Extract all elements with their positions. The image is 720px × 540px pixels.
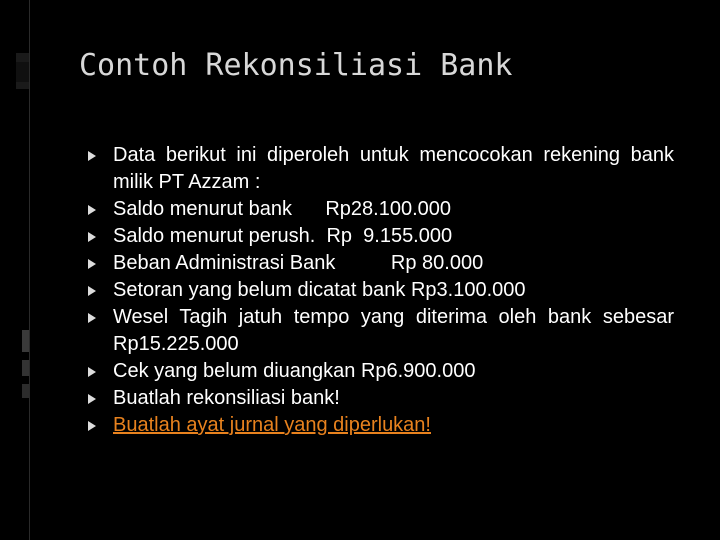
bullet-list	[88, 142, 674, 439]
list-item	[88, 412, 674, 439]
bullet-arrow-icon	[88, 394, 96, 404]
decorative-bar-inner	[16, 62, 29, 82]
hyperlink[interactable]: Buatlah ayat jurnal yang diperlukan!	[113, 414, 431, 436]
decorative-vertical-line	[29, 0, 30, 540]
list-item	[88, 196, 674, 223]
slide-title: Contoh Rekonsiliasi Bank	[79, 48, 513, 83]
decorative-block	[22, 330, 29, 352]
list-item	[88, 385, 674, 412]
list-item-text: Data berikut ini diperoleh untuk mencocokan rekening bank milik PT Azzam :	[113, 144, 674, 193]
bullet-arrow-icon	[88, 151, 96, 161]
list-item-text: Wesel Tagih jatuh tempo yang diterima oleh bank sebesar Rp15.225.000	[113, 306, 674, 355]
list-item-text: Buatlah rekonsiliasi bank!	[113, 387, 340, 409]
list-item	[88, 250, 674, 277]
bullet-arrow-icon	[88, 367, 96, 377]
list-item	[88, 277, 674, 304]
list-item-text: Beban Administrasi Bank Rp 80.000	[113, 252, 484, 274]
list-item-text: Saldo menurut perush. Rp 9.155.000	[113, 225, 453, 247]
bullet-arrow-icon	[88, 421, 96, 431]
bullet-arrow-icon	[88, 205, 96, 215]
list-item	[88, 142, 674, 196]
list-item-text: Saldo menurut bank Rp28.100.000	[113, 198, 452, 220]
bullet-arrow-icon	[88, 313, 96, 323]
list-item-text: Setoran yang belum dicatat bank Rp3.100.000	[113, 279, 526, 301]
list-item	[88, 304, 674, 358]
list-item	[88, 223, 674, 250]
bullet-arrow-icon	[88, 232, 96, 242]
decorative-block	[22, 360, 29, 376]
decorative-block	[22, 384, 29, 398]
list-item	[88, 358, 674, 385]
list-item-text: Cek yang belum diuangkan Rp6.900.000	[113, 360, 476, 382]
bullet-arrow-icon	[88, 259, 96, 269]
bullet-arrow-icon	[88, 286, 96, 296]
